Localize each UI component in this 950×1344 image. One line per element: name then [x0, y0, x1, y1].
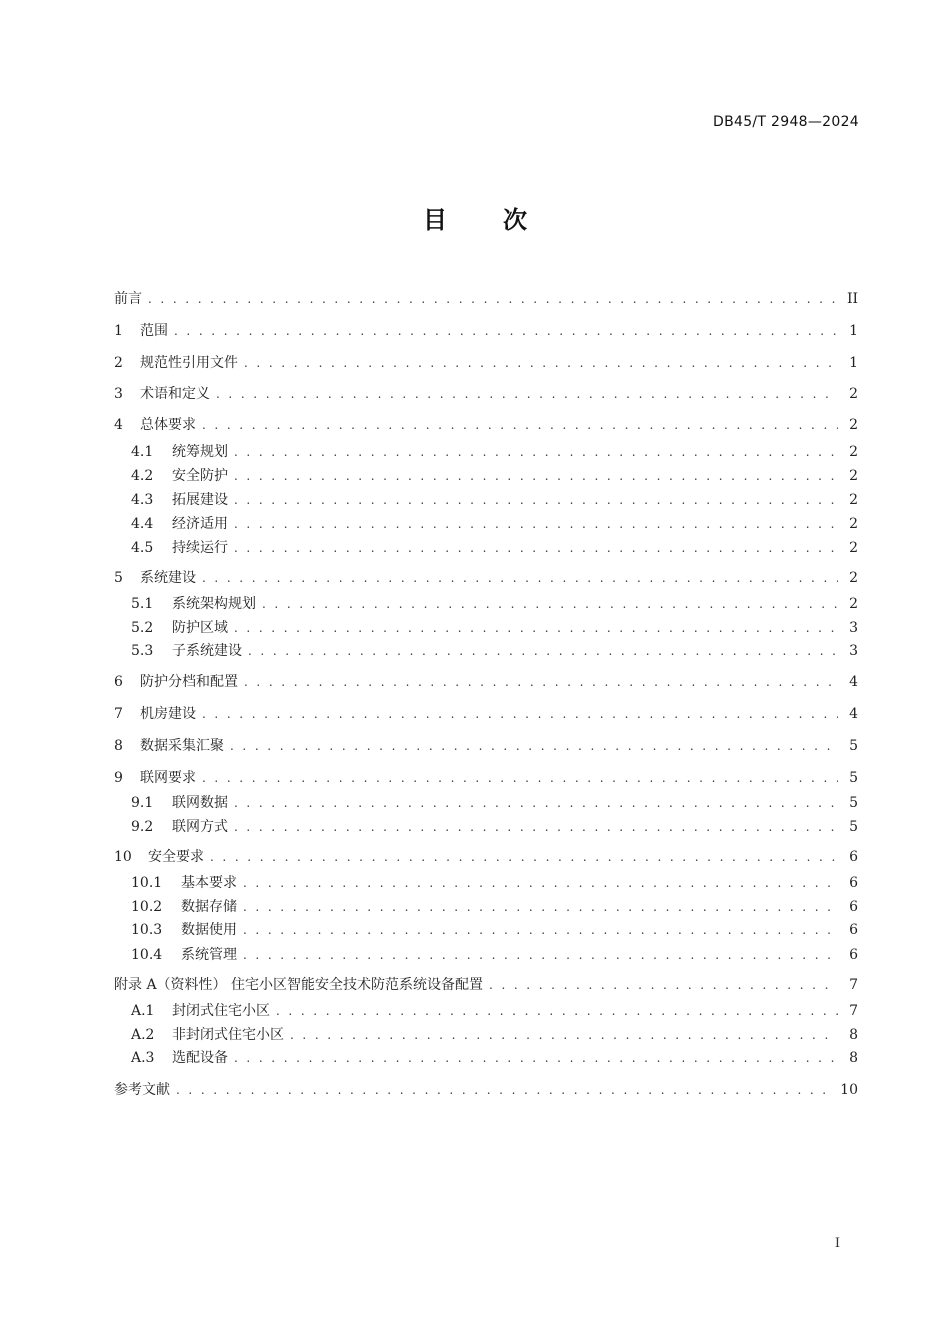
toc-leader-dots [234, 793, 838, 813]
toc-leader-dots [234, 490, 838, 510]
toc-entry-page: 2 [849, 417, 858, 433]
toc-entry-label: 附录 A（资料性） 住宅小区智能安全技术防范系统设备配置 [114, 977, 484, 993]
toc-leader-dots [248, 641, 838, 661]
toc-entry-number: A.1 [131, 1003, 155, 1019]
toc-entry[interactable] [131, 538, 858, 558]
toc-entry-number: 10.1 [131, 875, 163, 891]
toc-entry-number: 9 [114, 770, 123, 786]
toc-entry[interactable] [114, 847, 858, 867]
toc-entry-label: 范围 [140, 323, 168, 339]
toc-leader-dots [216, 384, 838, 404]
toc-entry-label: 联网要求 [140, 770, 196, 786]
toc-entry[interactable] [114, 415, 858, 435]
toc-entry-page: 2 [849, 516, 858, 532]
toc-entry[interactable] [131, 1001, 858, 1021]
toc-entry[interactable] [131, 817, 858, 837]
toc-leader-dots [243, 873, 838, 893]
toc-entry-number: 10.2 [131, 899, 163, 915]
toc-entry[interactable] [114, 768, 858, 788]
toc-leader-dots [244, 353, 838, 373]
toc-entry-label: 术语和定义 [140, 386, 210, 402]
toc-leader-dots [276, 1001, 838, 1021]
toc-entry-page: 3 [849, 620, 858, 636]
toc-entry-number: 9.1 [131, 795, 154, 811]
toc-entry[interactable] [114, 321, 858, 341]
toc-entry-page: 7 [849, 1003, 858, 1019]
toc-entry-number: 1 [114, 323, 123, 339]
toc-entry[interactable] [131, 514, 858, 534]
toc-entry-page: 8 [849, 1050, 858, 1066]
toc-leader-dots [489, 975, 838, 995]
toc-entry[interactable] [131, 1025, 858, 1045]
toc-entry-page: II [846, 291, 858, 307]
toc-entry-page: 2 [849, 596, 858, 612]
toc-entry-number: 10.4 [131, 947, 163, 963]
toc-entry[interactable] [131, 490, 858, 510]
toc-entry[interactable] [114, 672, 858, 692]
toc-entry[interactable] [131, 920, 858, 940]
toc-entry[interactable] [114, 1080, 858, 1100]
toc-entry-label: 系统架构规划 [172, 596, 256, 612]
toc-entry-number: A.3 [131, 1050, 155, 1066]
toc-leader-dots [243, 897, 838, 917]
toc-entry-number: A.2 [131, 1027, 155, 1043]
toc-leader-dots [262, 594, 838, 614]
toc-leader-dots [244, 672, 838, 692]
toc-entry-label: 数据存储 [181, 899, 237, 915]
toc-entry-page: 6 [849, 875, 858, 891]
toc-entry-page: 1 [849, 323, 858, 339]
toc-entry[interactable] [131, 873, 858, 893]
toc-entry-page: 7 [849, 977, 858, 993]
toc-entry-page: 10 [840, 1082, 858, 1098]
toc-leader-dots [230, 736, 838, 756]
toc-entry[interactable] [131, 1048, 858, 1068]
toc-entry-page: 5 [849, 738, 858, 754]
toc-entry-label: 非封闭式住宅小区 [172, 1027, 284, 1043]
toc-entry-label: 系统建设 [140, 570, 196, 586]
toc-entry-page: 2 [849, 492, 858, 508]
toc-entry-label: 总体要求 [140, 417, 196, 433]
toc-leader-dots [243, 945, 838, 965]
toc-leader-dots [202, 768, 838, 788]
toc-leader-dots [243, 920, 838, 940]
toc-leader-dots [202, 415, 838, 435]
toc-entry[interactable] [131, 945, 858, 965]
toc-entry-label: 安全防护 [172, 468, 228, 484]
toc-entry-number: 4.2 [131, 468, 154, 484]
toc-entry-page: 6 [849, 947, 858, 963]
toc-entry-page: 6 [849, 899, 858, 915]
toc-entry[interactable] [114, 704, 858, 724]
toc-leader-dots [234, 466, 838, 486]
toc-leader-dots [176, 1080, 834, 1100]
toc-entry[interactable] [114, 353, 858, 373]
toc-entry[interactable] [131, 442, 858, 462]
toc-entry[interactable] [131, 793, 858, 813]
toc-entry[interactable] [114, 289, 858, 309]
toc-entry[interactable] [114, 384, 858, 404]
toc-entry[interactable] [131, 641, 858, 661]
toc-entry-label: 持续运行 [172, 540, 228, 556]
toc-entry-page: 3 [849, 643, 858, 659]
toc-entry[interactable] [114, 736, 858, 756]
toc-entry-label: 防护区域 [172, 620, 228, 636]
toc-entry-label: 前言 [114, 291, 142, 307]
toc-entry-page: 5 [849, 770, 858, 786]
toc-entry-page: 6 [849, 849, 858, 865]
toc-entry-number: 5.1 [131, 596, 154, 612]
toc-leader-dots [234, 442, 838, 462]
toc-entry-label: 防护分档和配置 [140, 674, 238, 690]
toc-entry-page: 8 [849, 1027, 858, 1043]
toc-entry-number: 9.2 [131, 819, 154, 835]
toc-entry-label: 参考文献 [114, 1082, 170, 1098]
toc-entry-page: 2 [849, 468, 858, 484]
toc-entry-label: 拓展建设 [172, 492, 228, 508]
toc-entry-label: 数据使用 [181, 922, 237, 938]
toc-title-char-1: 目 [423, 206, 447, 234]
toc-entry-label: 安全要求 [148, 849, 204, 865]
toc-leader-dots [148, 289, 838, 309]
toc-entry-page: 2 [849, 444, 858, 460]
toc-entry[interactable] [131, 594, 858, 614]
toc-entry-page: 2 [849, 570, 858, 586]
toc-entry-number: 4.5 [131, 540, 154, 556]
toc-entry-label: 选配设备 [172, 1050, 228, 1066]
toc-entry-label: 数据采集汇聚 [140, 738, 224, 754]
toc-entry[interactable] [131, 618, 858, 638]
toc-entry-number: 7 [114, 706, 123, 722]
toc-leader-dots [234, 1048, 838, 1068]
toc-entry-number: 4.4 [131, 516, 154, 532]
toc-entry-number: 5 [114, 570, 123, 586]
toc-leader-dots [174, 321, 838, 341]
toc-title [0, 200, 950, 235]
toc-leader-dots [234, 817, 838, 837]
toc-leader-dots [290, 1025, 838, 1045]
toc-leader-dots [202, 568, 838, 588]
toc-entry-page: 5 [849, 819, 858, 835]
toc-entry-label: 统筹规划 [172, 444, 228, 460]
toc-entry-page: 4 [849, 706, 858, 722]
toc-entry[interactable] [131, 897, 858, 917]
toc-entry[interactable] [114, 568, 858, 588]
toc-leader-dots [234, 618, 838, 638]
page-number: I [834, 1236, 840, 1251]
toc-entry-label: 规范性引用文件 [140, 355, 238, 371]
toc-entry-label: 联网数据 [172, 795, 228, 811]
toc-entry-number: 3 [114, 386, 123, 402]
toc-entry-page: 1 [849, 355, 858, 371]
toc-entry-page: 4 [849, 674, 858, 690]
toc-leader-dots [210, 847, 838, 867]
toc-entry-page: 5 [849, 795, 858, 811]
toc-entry-number: 4.3 [131, 492, 154, 508]
toc-entry-label: 子系统建设 [172, 643, 242, 659]
toc-entry-label: 基本要求 [181, 875, 237, 891]
toc-entry-number: 4.1 [131, 444, 154, 460]
toc-entry-label: 机房建设 [140, 706, 196, 722]
toc-title-char-2: 次 [503, 206, 527, 234]
toc-entry-number: 2 [114, 355, 123, 371]
toc-entry-number: 8 [114, 738, 123, 754]
toc-leader-dots [234, 514, 838, 534]
toc-leader-dots [234, 538, 838, 558]
toc-entry-number: 6 [114, 674, 123, 690]
toc-entry-number: 10 [114, 849, 132, 865]
toc-entry-number: 10.3 [131, 922, 163, 938]
toc-entry-page: 2 [849, 540, 858, 556]
toc-entry-label: 经济适用 [172, 516, 228, 532]
toc-entry-page: 6 [849, 922, 858, 938]
toc-entry[interactable] [114, 975, 858, 995]
document-code: DB45/T 2948—2024 [713, 114, 859, 130]
toc-entry-number: 5.2 [131, 620, 154, 636]
toc-entry-label: 联网方式 [172, 819, 228, 835]
toc-entry-page: 2 [849, 386, 858, 402]
toc-entry[interactable] [131, 466, 858, 486]
toc-leader-dots [202, 704, 838, 724]
toc-entry-number: 4 [114, 417, 123, 433]
toc-entry-label: 封闭式住宅小区 [172, 1003, 270, 1019]
toc-entry-label: 系统管理 [181, 947, 237, 963]
toc-entry-number: 5.3 [131, 643, 154, 659]
